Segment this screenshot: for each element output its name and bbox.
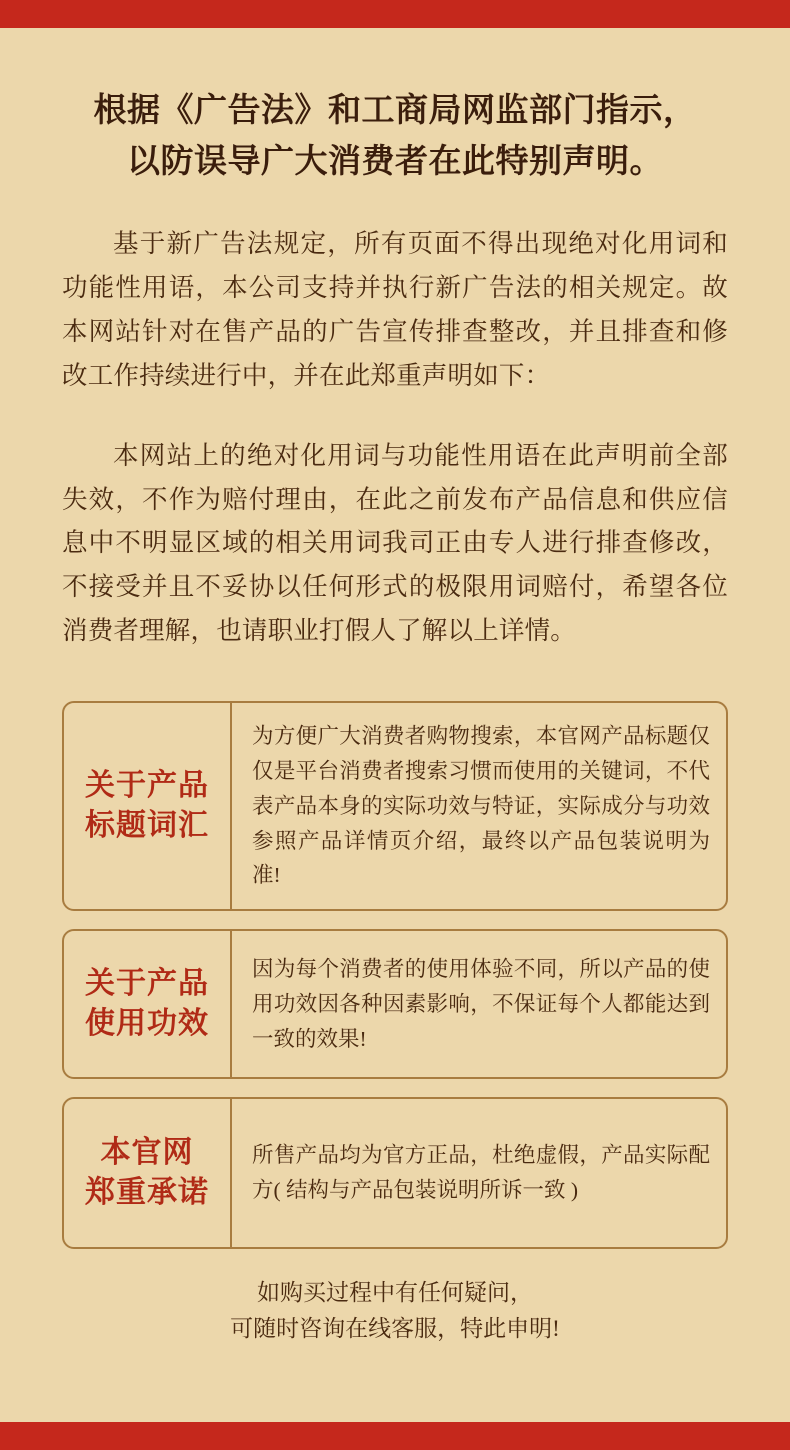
page-title-line-1: 根据《广告法》和工商局网监部门指示，: [93, 93, 697, 129]
card-title-line-2: 标题词汇: [85, 809, 209, 843]
statement-card-promise: [62, 1097, 728, 1249]
footer-note: [62, 1275, 728, 1346]
card-title-product-effect: [64, 931, 232, 1077]
card-body-product-title: 为方便广大消费者购物搜索，本官网产品标题仅仅是平台消费者搜索习惯而使用的关键词，不代表产品本身的实际功效与特证，实际成分与功效参照产品详情页介绍，最终以产品包装说明为准!: [252, 724, 710, 888]
card-title-line-1: 关于产品: [85, 768, 209, 802]
statement-panel: [0, 28, 790, 1422]
statement-card-product-title: [62, 701, 728, 911]
card-title-product-title: [64, 703, 232, 909]
card-title-line-2: 郑重承诺: [85, 1176, 209, 1210]
intro-paragraph-1: 基于新广告法规定，所有页面不得出现绝对化用词和功能性用语，本公司支持并执行新广告法的相关规定。故本网站针对在售产品的广告宣传排查整改，并且排查和修改工作持续进行中，并在此郑重声明如下：: [62, 229, 728, 390]
page-title: [62, 86, 728, 188]
card-title-promise: [64, 1099, 232, 1247]
footer-line-2: 可随时咨询在线客服，特此申明!: [230, 1315, 560, 1341]
card-title-line-1: 本官网: [100, 1135, 194, 1169]
statement-card-list: [62, 701, 728, 1249]
footer-line-1: 如购买过程中有任何疑问，: [257, 1280, 533, 1306]
page-title-line-2: 以防误导广大消费者在此特别声明。: [127, 144, 663, 181]
card-body-promise: 所售产品均为官方正品，杜绝虚假，产品实际配方( 结构与产品包装说明所诉一致 ): [252, 1143, 710, 1203]
card-title-line-1: 关于产品: [85, 966, 209, 1000]
statement-card-product-effect: [62, 929, 728, 1079]
intro-paragraph-2: 本网站上的绝对化用词与功能性用语在此声明前全部失效，不作为赔付理由，在此之前发布产品信息和供应信息中不明显区域的相关用词我司正由专人进行排查修改，不接受并且不妥协以任何形式的极限用词赔付，希望各位消费者理解，也请职业打假人了解以上详情。: [62, 440, 728, 646]
card-title-line-2: 使用功效: [85, 1007, 209, 1041]
card-body-product-effect: 因为每个消费者的使用体验不同，所以产品的使用功效因各种因素影响，不保证每个人都能达到一致的效果!: [252, 956, 710, 1051]
